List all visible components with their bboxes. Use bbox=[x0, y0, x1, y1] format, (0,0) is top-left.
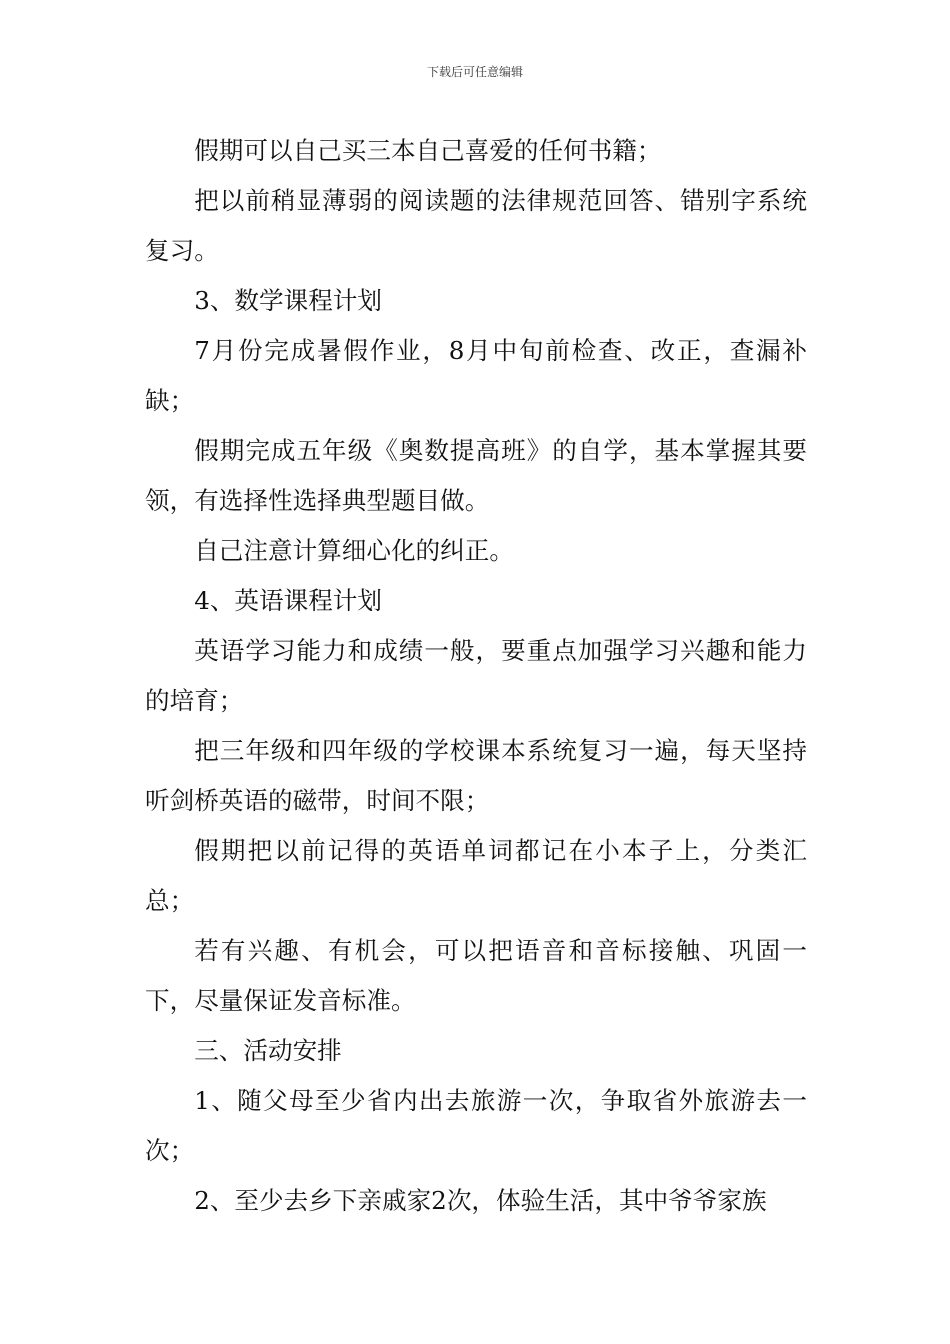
paragraph: 若有兴趣、有机会，可以把语音和音标接触、巩固一下，尽量保证发音标准。 bbox=[145, 936, 807, 1015]
section-heading: 3、数学课程计划 bbox=[194, 286, 382, 315]
paragraph: 自己注意计算细心化的纠正。 bbox=[194, 536, 514, 565]
paragraph: 1、随父母至少省内出去旅游一次，争取省外旅游去一次； bbox=[145, 1086, 807, 1165]
document-body bbox=[145, 126, 807, 1226]
paragraph: 把三年级和四年级的学校课本系统复习一遍，每天坚持听剑桥英语的磁带，时间不限； bbox=[145, 736, 807, 815]
paragraph: 假期完成五年级《奥数提高班》的自学，基本掌握其要领，有选择性选择典型题目做。 bbox=[145, 436, 807, 515]
paragraph: 7月份完成暑假作业，8月中旬前检查、改正，查漏补缺； bbox=[145, 336, 807, 415]
paragraph: 假期把以前记得的英语单词都记在小本子上，分类汇总； bbox=[145, 836, 807, 915]
section-heading: 三、活动安排 bbox=[194, 1036, 342, 1065]
section-heading: 4、英语课程计划 bbox=[194, 586, 382, 615]
paragraph: 2、至少去乡下亲戚家2次，体验生活，其中爷爷家族 bbox=[194, 1186, 767, 1215]
page-header-note: 下载后可任意编辑 bbox=[426, 65, 523, 79]
paragraph: 假期可以自己买三本自己喜爱的任何书籍； bbox=[194, 136, 662, 165]
paragraph: 英语学习能力和成绩一般，要重点加强学习兴趣和能力的培育； bbox=[145, 636, 807, 715]
paragraph: 把以前稍显薄弱的阅读题的法律规范回答、错别字系统复习。 bbox=[145, 186, 807, 265]
